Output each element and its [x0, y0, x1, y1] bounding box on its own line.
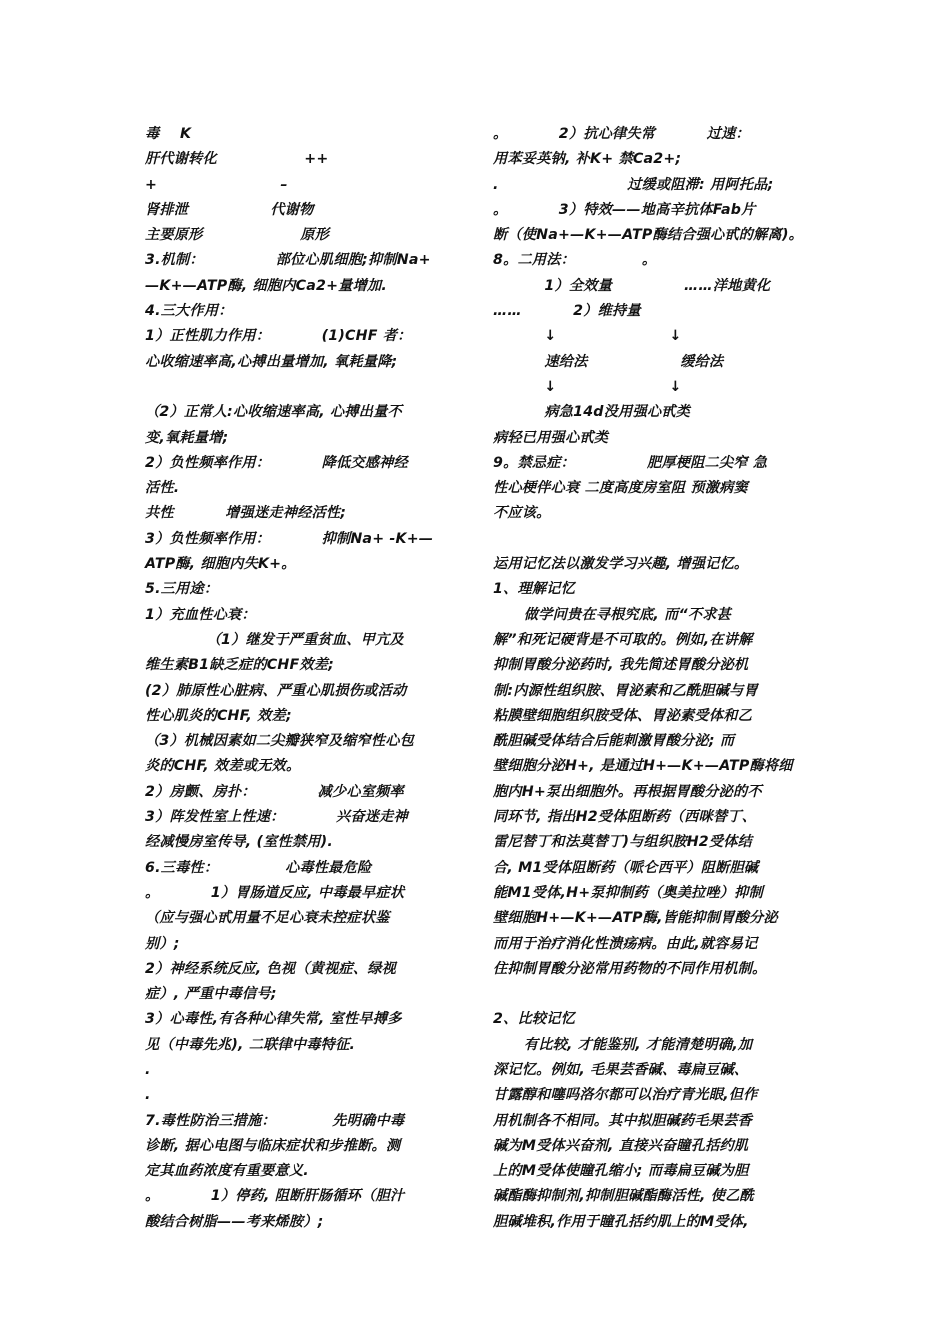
left-text-line: 3）心毒性,有各种心律失常, 室性早搏多 [145, 1011, 402, 1028]
left-text-line: （应与强心甙用量不足心衰未控症状鉴 [145, 910, 390, 927]
left-text-line: (2）肺原性心脏病、严重心肌损伤或活动 [145, 682, 407, 699]
right-text-line: 碱酯酶抑制剂,抑制胆碱酯酶活性, 使乙酰 [493, 1188, 754, 1205]
left-text-line [145, 375, 463, 400]
right-text-line: 1、理解记忆 [493, 581, 576, 598]
right-text-line: . 过缓或阻滞: 用阿托品; [493, 176, 774, 193]
left-text-line: 4.三大作用： [145, 303, 233, 320]
right-text-line: 1）全效量 ……洋地黄化 [493, 277, 771, 294]
right-text-line: ↓ ↓ [493, 328, 682, 345]
right-text-line: 做学问贵在寻根究底, 而“不求甚 [493, 606, 731, 623]
right-text-line: 抑制胃酸分泌药时, 我先简述胃酸分泌机 [493, 657, 749, 674]
left-text-line: （3）机械因素如二尖瓣狭窄及缩窄性心包 [145, 733, 415, 750]
left-text-line: 诊断, 据心电图与临床症状和步推断。测 [145, 1137, 401, 1154]
right-text-line: 合, M1受体阻断药（哌仑西平）阻断胆碱 [493, 859, 759, 876]
left-text-line: 。 1）胃肠道反应, 中毒最早症状 [145, 884, 405, 901]
left-text-line: 性心肌炎的CHF, 效差; [145, 707, 292, 724]
left-text-line: . [145, 1087, 151, 1104]
right-text-line: 用苯妥英钠, 补K+ 禁Ca2+; [493, 151, 682, 168]
right-text-line: 解”和死记硬背是不可取的。例如,在讲解 [493, 631, 753, 648]
right-text-line: 。 2）抗心律失常 过速： [493, 126, 750, 142]
left-text-line: 肝代谢转化 ++ [145, 151, 329, 168]
right-text-line: 而用于治疗消化性溃疡病。由此,就容易记 [493, 935, 758, 952]
left-text-line: 主要原形 原形 [145, 227, 329, 244]
right-text-line: 能M1受体,H+泵抑制药（奥美拉唑）抑制 [493, 884, 763, 901]
right-text-line [493, 982, 815, 1007]
right-text-line: 性心梗伴心衰 二度高度房室阻 预激病窦 [493, 480, 748, 497]
right-text-line: 速给法 缓给法 [493, 353, 724, 370]
right-text-line: 雷尼替丁和法莫替丁)与组织胺H2受体结 [493, 834, 753, 851]
right-text-line: 深记忆。例如, 毛果芸香碱、毒扁豆碱、 [493, 1061, 749, 1078]
left-column [145, 122, 463, 1235]
right-text-line: 病急14d没用强心甙类 [493, 404, 690, 421]
right-text-line: …… 2）维持量 [493, 303, 641, 320]
left-text-line: 7.毒性防治三措施： 先明确中毒 [145, 1112, 405, 1129]
left-text-line: 6.三毒性： 心毒性最危险 [145, 859, 372, 876]
right-text-line: 不应该。 [493, 505, 551, 522]
left-text-line: + – [145, 176, 288, 193]
left-text-line: 症）, 严重中毒信号; [145, 986, 277, 1003]
left-text-line: （2）正常人:心收缩速率高, 心搏出量不 [145, 404, 402, 421]
right-text-line: 酰胆碱受体结合后能刺激胃酸分泌; 而 [493, 733, 735, 750]
left-text-line: 毒 K [145, 126, 192, 142]
right-text-line: 8。二用法： 。 [493, 252, 657, 269]
left-text-line: 。 1）停药, 阻断肝肠循环（胆汁 [145, 1188, 405, 1205]
right-text-line: 9。禁忌症： 肥厚梗阻二尖窄 急 [493, 454, 768, 471]
right-text-line: 壁细胞H+—K+—ATP酶,皆能抑制胃酸分泌 [493, 910, 778, 927]
left-text-line: 别）; [145, 935, 180, 952]
left-text-line: 酸结合树脂——考来烯胺）; [145, 1213, 324, 1230]
right-text-line: ↓ ↓ [493, 378, 682, 395]
left-text-line: 维生素B1缺乏症的CHF效差; [145, 657, 335, 674]
left-text-line: 5.三用途： [145, 581, 219, 598]
left-text-line: 1）充血性心衰： [145, 606, 256, 623]
right-column [493, 122, 815, 1235]
right-text-line: 壁细胞分泌H+, 是通过H+—K+—ATP酶将细 [493, 758, 793, 775]
left-text-line: 活性. [145, 480, 180, 497]
left-text-line: 2）房颤、房扑： 减少心室频率 [145, 783, 404, 800]
left-text-line: 3）负性频率作用： 抑制Na+ -K+— [145, 530, 434, 547]
left-text-line: 肾排泄 代谢物 [145, 201, 314, 218]
right-text-line: 断（使Na+—K+—ATP酶结合强心甙的解离)。 [493, 227, 804, 244]
left-text-line: 1）正性肌力作用： (1)CHF 者： [145, 328, 412, 345]
right-text-line: 住抑制胃酸分泌常用药物的不同作用机制。 [493, 960, 767, 977]
right-text-line: 胞内H+泵出细胞外。再根据胃酸分泌的不 [493, 783, 762, 800]
left-text-line: 炎的CHF, 效差或无效。 [145, 758, 301, 775]
left-text-line: 心收缩速率高,心搏出量增加, 氧耗量降; [145, 353, 398, 370]
left-text-line: 变,氧耗量增; [145, 429, 229, 446]
left-text-line: 3.机制： 部位心肌细胞;抑制Na+ [145, 252, 431, 269]
left-text-line: 定其血药浓度有重要意义. [145, 1163, 309, 1180]
left-text-line: （1）继发于严重贫血、甲亢及 [145, 631, 404, 648]
right-text-line: 甘露醇和噻吗洛尔都可以治疗青光眼,但作 [493, 1087, 758, 1104]
right-text-line: 运用记忆法以激发学习兴趣, 增强记忆。 [493, 556, 749, 573]
right-text-line: 同环节, 指出H2受体阻断药（西咪替丁、 [493, 809, 757, 826]
left-text-line: 共性 增强迷走神经活性; [145, 505, 347, 522]
right-text-line: 用机制各不相同。其中拟胆碱药毛果芸香 [493, 1112, 752, 1129]
left-text-line: ATP酶, 细胞内失K+。 [145, 556, 296, 573]
left-text-line: . [145, 1061, 151, 1078]
left-text-line: 经减慢房室传导, (室性禁用). [145, 834, 333, 851]
right-text-line: 碱为M受体兴奋剂, 直接兴奋瞳孔括约肌 [493, 1137, 749, 1154]
right-text-line: 胆碱堆积,作用于瞳孔括约肌上的M受体, [493, 1213, 749, 1230]
right-text-line: 2、比较记忆 [493, 1011, 576, 1028]
left-text-line: 3）阵发性室上性速： 兴奋迷走神 [145, 809, 408, 826]
right-text-line: 粘膜壁细胞组织胺受体、胃泌素受体和乙 [493, 707, 752, 724]
right-text-line: 有比较, 才能鉴别, 才能清楚明确,加 [493, 1036, 753, 1053]
right-text-line: 上的M受体使瞳孔缩小; 而毒扁豆碱为胆 [493, 1163, 749, 1180]
left-text-line: 2）负性频率作用： 降低交感神经 [145, 454, 408, 471]
right-text-line: 制:内源性组织胺、胃泌素和乙酰胆碱与胃 [493, 682, 758, 699]
right-text-line: 。 3）特效——地高辛抗体Fab片 [493, 201, 756, 218]
left-text-line: —K+—ATP酶, 细胞内Ca2+量增加. [145, 277, 387, 294]
left-text-line: 2）神经系统反应, 色视（黄视症、绿视 [145, 960, 397, 977]
right-text-line [493, 527, 815, 552]
left-text-line: 见（中毒先兆), 二联律中毒特征. [145, 1036, 356, 1053]
right-text-line: 病轻已用强心甙类 [493, 429, 609, 446]
